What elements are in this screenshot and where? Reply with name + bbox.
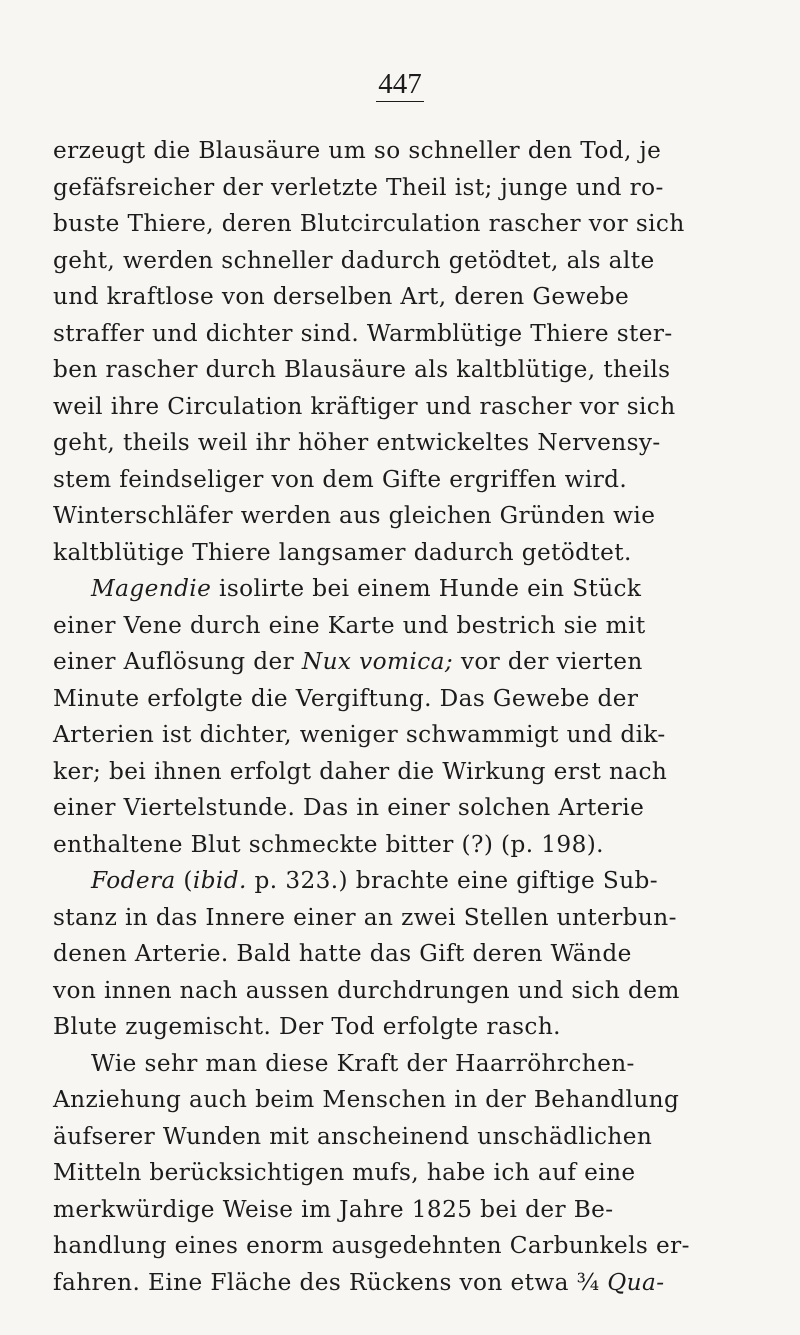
text-line [53, 863, 793, 900]
text-line [53, 1009, 793, 1046]
text-line [53, 389, 793, 426]
text-segment: isolirte bei einem Hunde ein Stück [211, 575, 642, 602]
text-line [53, 973, 793, 1010]
page-number-text: 447 [378, 68, 422, 100]
text-line [53, 827, 793, 864]
text-line [53, 717, 793, 754]
text-line [53, 936, 793, 973]
text-segment: p. 323.) brachte eine giftige Sub- [246, 867, 659, 894]
text-segment: Winterschläfer werden aus gleichen Gründen wie [53, 502, 656, 529]
text-segment: handlung eines enorm ausgedehnten Carbunkels er- [53, 1232, 690, 1259]
italic-text: Magendie [91, 575, 212, 602]
text-segment: merkwürdige Weise im Jahre 1825 bei der Be- [53, 1195, 614, 1223]
text-segment: gefäfsreicher der verletzte Theil ist; junge und ro- [53, 173, 664, 201]
text-line [53, 571, 793, 608]
text-segment: Mitteln berücksichtigen mufs, habe ich auf eine [53, 1159, 636, 1186]
text-line [53, 498, 793, 535]
text-line [53, 644, 793, 681]
text-line [53, 170, 793, 207]
text-segment: und kraftlose von derselben Art, deren Gewebe [53, 283, 630, 310]
text-line [53, 1119, 793, 1156]
text-segment: vor der vierten [453, 648, 643, 675]
text-line [53, 133, 793, 170]
text-line [53, 608, 793, 645]
text-segment: Wie sehr man diese Kraft der Haarröhrchen- [91, 1049, 635, 1077]
text-segment: Blute zugemischt. Der Tod erfolgte rasch. [53, 1013, 561, 1040]
text-line [53, 1265, 793, 1302]
text-segment: weil ihre Circulation kräftiger und rascher vor sich [53, 392, 676, 420]
text-segment: buste Thiere, deren Blutcirculation rascher vor sich [53, 210, 685, 237]
text-segment: ¾ [576, 1268, 600, 1296]
text-segment: ben rascher durch Blausäure als kaltblütige, theils [53, 356, 671, 383]
text-line [53, 279, 793, 316]
text-line [53, 316, 793, 353]
italic-text: ibid. [192, 867, 247, 894]
italic-text: Fodera [91, 867, 176, 894]
text-line [53, 425, 793, 462]
text-segment: stem feindseliger von dem Gifte ergriffen wird. [53, 465, 628, 493]
text-segment: geht, werden schneller dadurch getödtet, als alte [53, 246, 655, 274]
text-segment: fahren. Eine Fläche des Rückens von etwa [53, 1268, 577, 1296]
body-text [53, 133, 793, 1301]
text-segment: erzeugt die Blausäure um so schneller den Tod, je [53, 137, 662, 164]
text-line [53, 352, 793, 389]
text-segment: äufserer Wunden mit anscheinend unschädlichen [53, 1122, 653, 1150]
page-number [0, 68, 800, 102]
text-line [53, 1155, 793, 1192]
text-segment: ( [175, 867, 193, 894]
text-line [53, 1228, 793, 1265]
text-line [53, 681, 793, 718]
text-line [53, 754, 793, 791]
text-line [53, 535, 793, 572]
text-line [53, 462, 793, 499]
text-segment: denen Arterie. Bald hatte das Gift deren Wände [53, 940, 632, 967]
text-segment: geht, theils weil ihr höher entwickeltes Nervensy- [53, 429, 661, 456]
text-segment: einer Viertelstunde. Das in einer solchen Arterie [53, 794, 645, 821]
text-segment: ker; bei ihnen erfolgt daher die Wirkung erst nach [53, 757, 668, 785]
text-segment: Anziehung auch beim Menschen in der Behandlung [53, 1086, 680, 1113]
text-segment: stanz in das Innere einer an zwei Stellen unterbun- [53, 903, 677, 931]
text-line [53, 1046, 793, 1083]
text-segment: kaltblütige Thiere langsamer dadurch getödtet. [53, 538, 632, 566]
text-line [53, 1192, 793, 1229]
text-line [53, 243, 793, 280]
text-line [53, 1082, 793, 1119]
text-line [53, 790, 793, 827]
text-segment: straffer und dichter sind. Warmblütige Thiere ster- [53, 319, 673, 347]
text-line [53, 206, 793, 243]
text-line [53, 900, 793, 937]
text-segment: einer Auflösung der [53, 648, 302, 675]
text-segment: einer Vene durch eine Karte und bestrich sie mit [53, 611, 646, 639]
italic-text: Qua- [607, 1268, 665, 1296]
text-segment: von innen nach aussen durchdrungen und sich dem [53, 976, 680, 1004]
text-segment: enthaltene Blut schmeckte bitter (?) (p. 198). [53, 830, 604, 858]
italic-text: Nux vomica; [301, 648, 454, 675]
text-segment: Minute erfolgte die Vergiftung. Das Gewebe der [53, 684, 639, 712]
text-segment: Arterien ist dichter, weniger schwammigt und dik- [53, 721, 666, 748]
